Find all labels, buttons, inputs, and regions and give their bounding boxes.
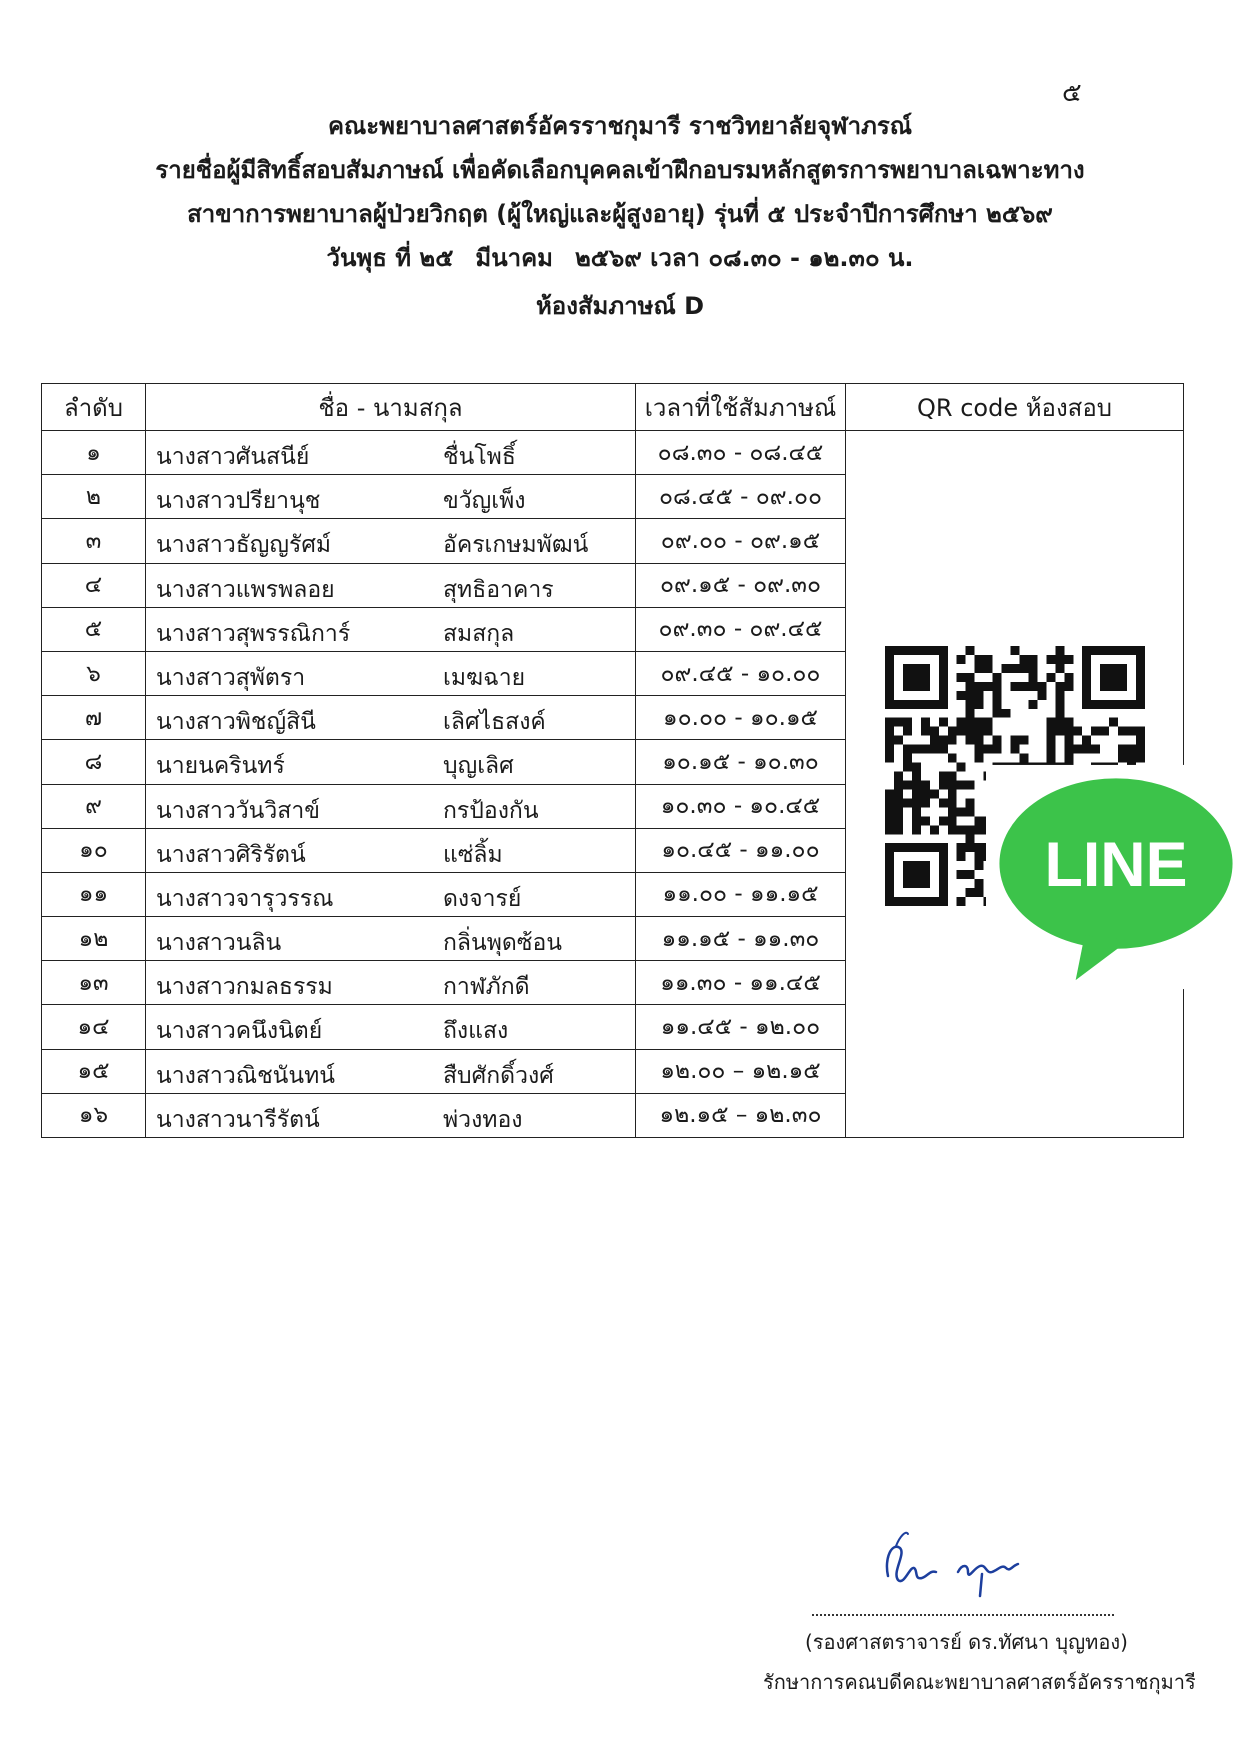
page-number: ๕ <box>1062 78 1082 108</box>
row-first-name: นางสาววันวิสาข์ <box>156 797 320 824</box>
header-qr: QR code ห้องสอบ <box>846 384 1184 431</box>
row-time: ๑๐.๓๐ - ๑๐.๔๕ <box>636 784 846 828</box>
row-first-name: นางสาวแพรพลอย <box>156 576 335 603</box>
row-time: ๑๐.๐๐ - ๑๐.๑๕ <box>636 696 846 740</box>
document-header <box>0 104 1240 280</box>
row-last-name: เมฆฉาย <box>443 664 526 691</box>
row-seq: ๕ <box>42 607 146 651</box>
row-first-name: นางสาวศิริรัตน์ <box>156 841 306 868</box>
row-name <box>146 872 636 916</box>
row-seq: ๔ <box>42 563 146 607</box>
row-name <box>146 475 636 519</box>
row-seq: ๑๕ <box>42 1049 146 1093</box>
row-last-name: บุญเลิศ <box>443 753 514 780</box>
header-line-4 <box>0 236 1240 280</box>
row-first-name: นางสาวณิชนันทน์ <box>156 1062 336 1089</box>
header-line-1: คณะพยาบาลศาสตร์อัครราชกุมารี ราชวิทยาลัยจุฬาภรณ์ <box>327 112 913 140</box>
row-seq: ๗ <box>42 696 146 740</box>
row-time: ๐๙.๓๐ - ๐๙.๔๕ <box>636 607 846 651</box>
row-first-name: นางสาวกมลธรรม <box>156 974 333 1001</box>
header-line-3: สาขาการพยาบาลผู้ป่วยวิกฤต (ผู้ใหญ่และผู้สูงอายุ) รุ่นที่ ๕ ประจำปีการศึกษา ๒๕๖๙ <box>187 200 1053 228</box>
row-name <box>146 519 636 563</box>
row-last-name: แซ่ลิ้ม <box>443 841 503 868</box>
row-time: ๑๐.๔๕ - ๑๑.๐๐ <box>636 828 846 872</box>
row-seq: ๒ <box>42 475 146 519</box>
row-last-name: สมสกุล <box>443 620 515 647</box>
row-time: ๐๙.๑๕ - ๐๙.๓๐ <box>636 563 846 607</box>
row-name <box>146 431 636 475</box>
table-row <box>42 431 1184 475</box>
row-first-name: นางสาวนลิน <box>156 930 282 957</box>
header-date-month: มีนาคม <box>475 244 553 272</box>
row-last-name: ดงจารย์ <box>443 885 522 912</box>
row-first-name: นางสาวธัญญรัศม์ <box>156 532 332 559</box>
row-name <box>146 784 636 828</box>
row-first-name: นางสาวพิชญ์สินี <box>156 709 316 736</box>
qr-cell <box>846 431 1187 1138</box>
row-time: ๑๑.๐๐ - ๑๑.๑๕ <box>636 872 846 916</box>
row-seq: ๑๐ <box>42 828 146 872</box>
row-name <box>146 696 636 740</box>
row-name <box>146 917 636 961</box>
header-line-2: รายชื่อผู้มีสิทธิ์สอบสัมภาษณ์ เพื่อคัดเลือกบุคคลเข้าฝึกอบรมหลักสูตรการพยาบาลเฉพาะทาง <box>155 156 1085 184</box>
row-seq: ๘ <box>42 740 146 784</box>
row-last-name: ถึงแสง <box>443 1018 509 1045</box>
row-first-name: นางสาวปรียานุช <box>156 488 321 515</box>
row-last-name: กรป้องกัน <box>443 797 539 824</box>
line-logo-text: LINE <box>1044 829 1187 900</box>
row-time: ๐๙.๐๐ - ๐๙.๑๕ <box>636 519 846 563</box>
row-seq: ๓ <box>42 519 146 563</box>
row-last-name: กลิ่นพุดซ้อน <box>443 930 562 957</box>
header-date-day: วันพุธ ที่ ๒๕ <box>326 244 454 272</box>
row-seq: ๑๖ <box>42 1093 146 1137</box>
row-last-name: สุทธิอาคาร <box>443 576 554 603</box>
row-last-name: เลิศไธสงค์ <box>443 709 546 736</box>
row-first-name: นางสาวศันสนีย์ <box>156 444 310 470</box>
row-first-name: นายนครินทร์ <box>156 753 285 780</box>
row-last-name: ชื่นโพธิ์ <box>443 444 516 470</box>
row-time: ๑๐.๑๕ - ๑๐.๓๐ <box>636 740 846 784</box>
row-name <box>146 563 636 607</box>
header-time: เวลาที่ใช้สัมภาษณ์ <box>636 384 846 431</box>
line-logo-icon <box>986 747 1240 1007</box>
row-name <box>146 1049 636 1093</box>
room-title: ห้องสัมภาษณ์ D <box>535 292 705 320</box>
row-name <box>146 740 636 784</box>
row-first-name: นางสาวนารีรัตน์ <box>156 1106 320 1133</box>
row-name <box>146 1093 636 1137</box>
row-seq: ๙ <box>42 784 146 828</box>
row-last-name: สืบศักดิ์วงศ์ <box>443 1062 554 1089</box>
row-first-name: นางสาวสุพรรณิการ์ <box>156 620 351 647</box>
row-last-name: กาฬภักดี <box>443 974 530 1001</box>
row-time: ๐๙.๔๕ - ๑๐.๐๐ <box>636 651 846 695</box>
row-seq: ๑ <box>42 431 146 475</box>
row-seq: ๖ <box>42 651 146 695</box>
row-time: ๑๒.๑๕ – ๑๒.๓๐ <box>636 1093 846 1137</box>
row-last-name: พ่วงทอง <box>443 1106 523 1133</box>
row-last-name: ขวัญเพ็ง <box>443 488 526 515</box>
row-time: ๑๑.๔๕ - ๑๒.๐๐ <box>636 1005 846 1049</box>
row-last-name: อัครเกษมพัฒน์ <box>443 532 589 559</box>
row-name <box>146 1005 636 1049</box>
table-body <box>42 431 1187 1138</box>
row-seq: ๑๑ <box>42 872 146 916</box>
row-time: ๐๘.๔๕ - ๐๙.๐๐ <box>636 475 846 519</box>
row-first-name: นางสาวสุพัตรา <box>156 664 306 691</box>
row-time: ๑๒.๐๐ – ๑๒.๑๕ <box>636 1049 846 1093</box>
signature-image <box>870 1528 1040 1598</box>
row-name <box>146 651 636 695</box>
row-seq: ๑๔ <box>42 1005 146 1049</box>
row-name <box>146 607 636 651</box>
row-time: ๐๘.๓๐ - ๐๘.๔๕ <box>636 431 846 475</box>
header-seq: ลำดับ <box>42 384 146 431</box>
signatory-title: รักษาการคณบดีคณะพยาบาลศาสตร์อัครราชกุมารี <box>763 1670 1196 1694</box>
header-name: ชื่อ - นามสกุล <box>146 384 636 431</box>
row-name <box>146 961 636 1005</box>
row-first-name: นางสาวคนึงนิตย์ <box>156 1018 323 1045</box>
row-time: ๑๑.๑๕ - ๑๑.๓๐ <box>636 917 846 961</box>
row-seq: ๑๒ <box>42 917 146 961</box>
row-seq: ๑๓ <box>42 961 146 1005</box>
header-date-time: ๒๕๖๙ เวลา ๐๘.๓๐ - ๑๒.๓๐ น. <box>574 244 914 272</box>
signatory-name: (รองศาสตราจารย์ ดร.ทัศนา บุญทอง) <box>805 1630 1128 1654</box>
signature-dotted-line <box>812 1614 1114 1616</box>
row-time: ๑๑.๓๐ - ๑๑.๔๕ <box>636 961 846 1005</box>
table-header-row <box>42 384 1184 431</box>
row-first-name: นางสาวจารุวรรณ <box>156 885 334 912</box>
schedule-table <box>41 383 1187 1138</box>
row-name <box>146 828 636 872</box>
qr-code[interactable] <box>885 646 1187 906</box>
